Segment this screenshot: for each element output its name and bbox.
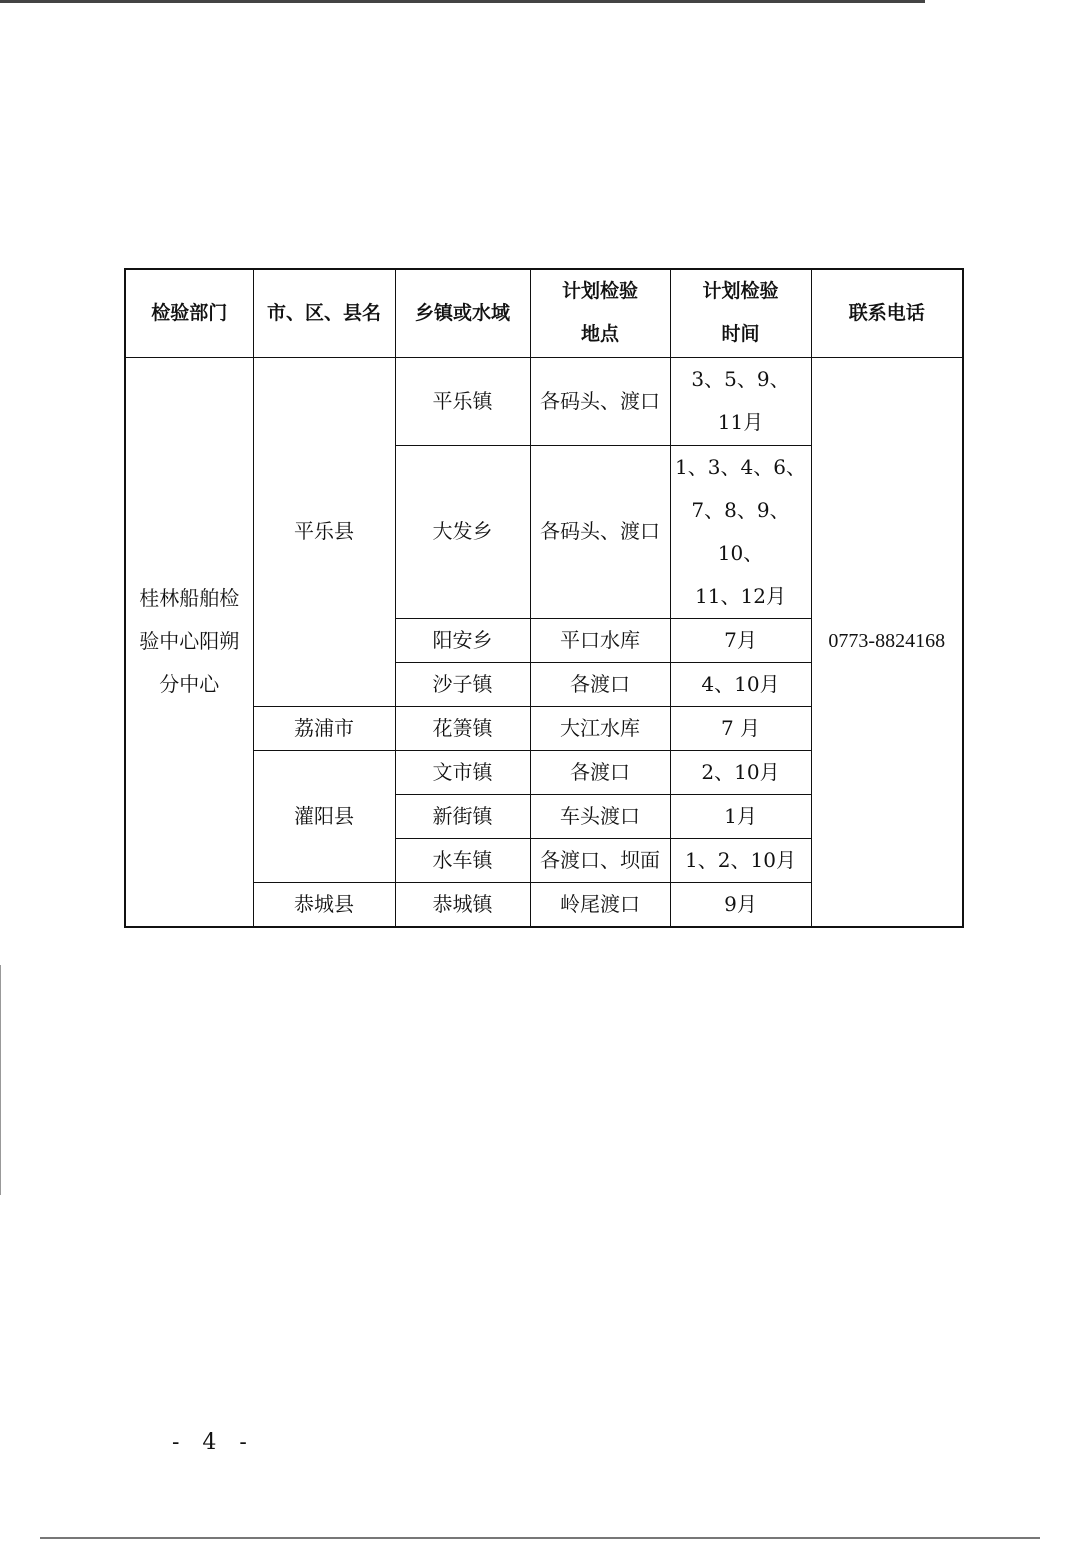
town-cell: 沙子镇 (395, 662, 530, 706)
header-phone: 联系电话 (811, 269, 963, 357)
header-place (530, 269, 670, 357)
town-cell: 阳安乡 (395, 618, 530, 662)
header-row (125, 269, 963, 357)
header-time (670, 269, 811, 357)
town-cell: 水车镇 (395, 838, 530, 882)
place-cell: 各码头、渡口 (530, 445, 670, 618)
table-row (125, 357, 963, 445)
time-line: 1、3、4、6、 (675, 454, 806, 479)
place-cell: 各渡口、坝面 (530, 838, 670, 882)
scan-edge-left (0, 965, 1, 1195)
place-cell: 车头渡口 (530, 794, 670, 838)
town-cell: 花箦镇 (395, 706, 530, 750)
department-line: 桂林船舶检 (139, 586, 240, 610)
time-line: 3、5、9、 (691, 367, 790, 391)
department-line: 分中心 (159, 672, 220, 696)
time-cell (670, 445, 811, 618)
county-cell: 荔浦市 (253, 706, 395, 750)
time-cell: 4、10月 (670, 662, 811, 706)
time-cell: 9月 (670, 882, 811, 927)
time-cell: 7 月 (670, 706, 811, 750)
time-cell: 7月 (670, 618, 811, 662)
county-cell: 灌阳县 (253, 750, 395, 882)
time-cell (670, 357, 811, 445)
place-cell: 各码头、渡口 (530, 357, 670, 445)
place-cell: 各渡口 (530, 662, 670, 706)
header-time-line: 计划检验 (702, 280, 779, 303)
header-place-line: 计划检验 (561, 280, 638, 303)
header-place-line: 地点 (580, 323, 619, 346)
department-line: 验中心阳朔 (139, 629, 240, 653)
scan-edge-bottom (40, 1537, 1040, 1539)
place-cell: 岭尾渡口 (530, 882, 670, 927)
header-town: 乡镇或水域 (395, 269, 530, 357)
header-department: 检验部门 (125, 269, 253, 357)
time-cell: 1月 (670, 794, 811, 838)
time-line: 7、8、9、10、 (691, 497, 790, 565)
time-line: 11月 (717, 410, 764, 434)
place-cell: 大江水库 (530, 706, 670, 750)
town-cell: 平乐镇 (395, 357, 530, 445)
place-cell: 各渡口 (530, 750, 670, 794)
phone-cell: 0773-8824168 (811, 357, 963, 927)
town-cell: 大发乡 (395, 445, 530, 618)
time-line: 11、12月 (695, 583, 786, 608)
header-time-line: 时间 (721, 323, 760, 346)
place-cell: 平口水库 (530, 618, 670, 662)
town-cell: 恭城镇 (395, 882, 530, 927)
department-cell (125, 357, 253, 927)
scan-edge-top (0, 0, 925, 3)
town-cell: 文市镇 (395, 750, 530, 794)
header-county: 市、区、县名 (253, 269, 395, 357)
inspection-plan-table (124, 268, 964, 928)
time-cell: 1、2、10月 (670, 838, 811, 882)
county-cell: 恭城县 (253, 882, 395, 927)
time-cell: 2、10月 (670, 750, 811, 794)
county-cell: 平乐县 (253, 357, 395, 706)
page-number: - 4 - (172, 1430, 255, 1455)
town-cell: 新街镇 (395, 794, 530, 838)
